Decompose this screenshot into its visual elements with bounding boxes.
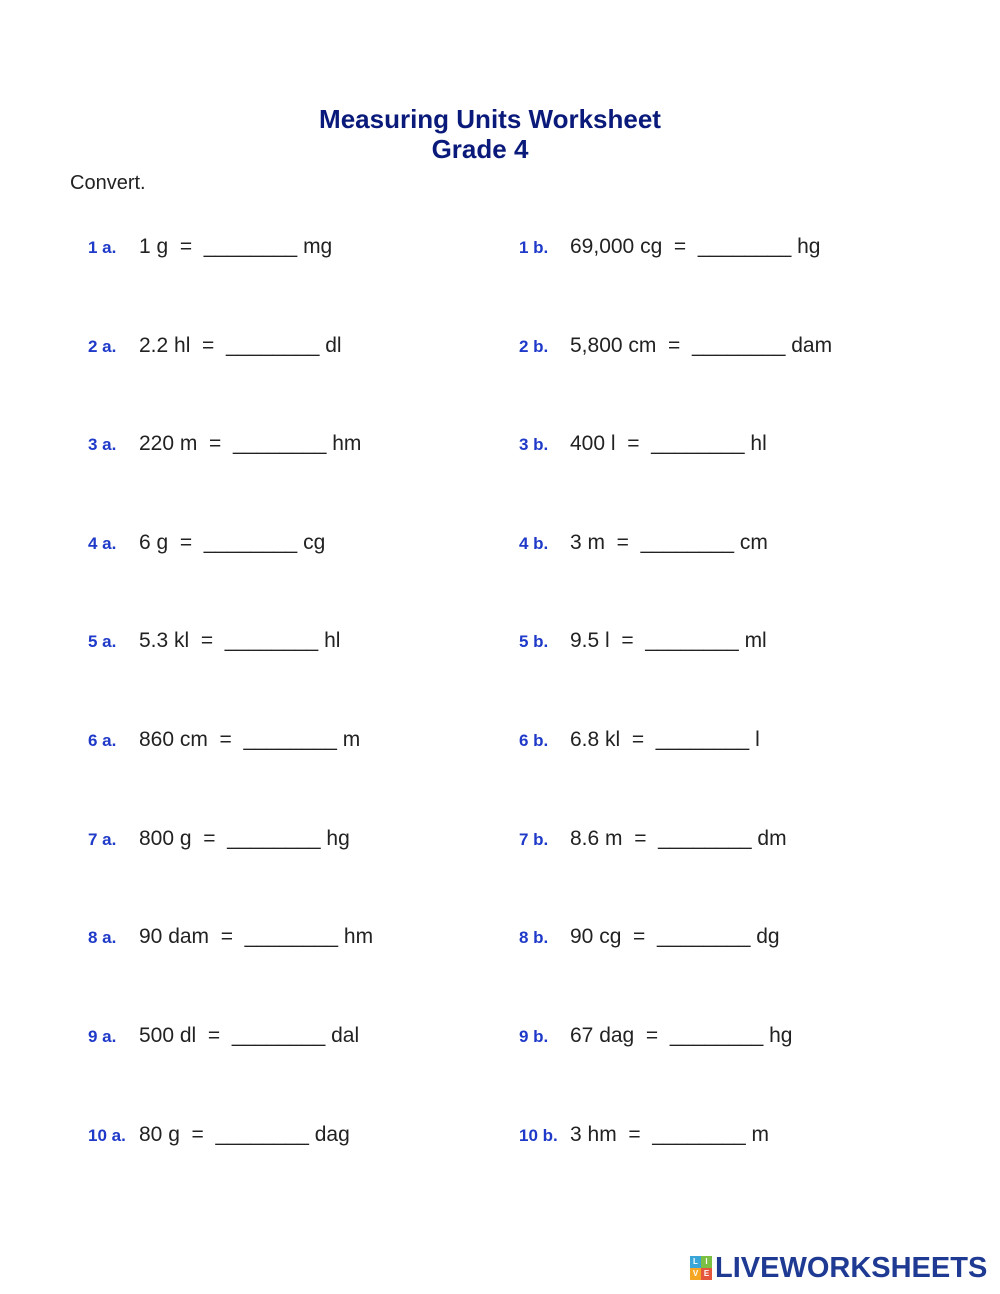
page-subtitle: Grade 4 [431, 134, 529, 164]
problem-expression: 860 cm = ________ m [139, 728, 361, 751]
problem-8a [88, 922, 374, 952]
problem-expression: 1 g = ________ mg [139, 235, 333, 258]
problem-label: 8 b. [519, 928, 549, 947]
problem-expression: 9.5 l = ________ ml [570, 629, 767, 652]
instruction-text: Convert. [70, 172, 146, 194]
problem-expression: 800 g = ________ hg [139, 827, 350, 850]
problem-label: 7 a. [88, 830, 117, 849]
problem-expression: 80 g = ________ dag [139, 1123, 350, 1146]
problem-expression: 8.6 m = ________ dm [570, 827, 787, 850]
problem-9b [519, 1021, 793, 1051]
problem-label: 4 b. [519, 534, 549, 553]
problem-3b [519, 429, 767, 459]
problem-label: 10 b. [519, 1126, 558, 1145]
logo-mark-letter: E [701, 1268, 712, 1280]
problem-label: 5 b. [519, 632, 549, 651]
problem-label: 9 b. [519, 1027, 549, 1046]
problem-10b [519, 1120, 770, 1150]
problem-10a [88, 1120, 350, 1150]
problem-label: 9 a. [88, 1027, 117, 1046]
problem-7a [88, 824, 350, 854]
problem-label: 4 a. [88, 534, 117, 553]
problem-7b [519, 824, 787, 854]
problem-1b [519, 232, 821, 262]
logo-mark-letter: I [701, 1256, 712, 1268]
problem-expression: 67 dag = ________ hg [570, 1024, 793, 1047]
problem-5a [88, 626, 341, 656]
problem-label: 3 b. [519, 435, 549, 454]
problem-label: 1 a. [88, 238, 117, 257]
problem-8b [519, 922, 780, 952]
problem-6a [88, 725, 361, 755]
problem-5b [519, 626, 767, 656]
problem-expression: 3 m = ________ cm [570, 531, 768, 554]
problem-label: 10 a. [88, 1126, 126, 1145]
problem-label: 3 a. [88, 435, 117, 454]
problem-expression: 90 cg = ________ dg [570, 925, 780, 948]
problem-4a [88, 528, 326, 558]
problem-label: 2 a. [88, 337, 117, 356]
problem-label: 5 a. [88, 632, 117, 651]
page-title: Measuring Units Worksheet [319, 104, 661, 134]
problem-9a [88, 1021, 360, 1051]
problem-label: 1 b. [519, 238, 549, 257]
problem-label: 2 b. [519, 337, 549, 356]
problem-expression: 6.8 kl = ________ l [570, 728, 760, 751]
problem-4b [519, 528, 768, 558]
problem-2b [519, 331, 833, 361]
logo-mark-letter: L [690, 1256, 701, 1268]
problem-expression: 5,800 cm = ________ dam [570, 334, 833, 357]
logo-mark-letter: V [690, 1268, 701, 1280]
liveworksheets-logo[interactable] [690, 1251, 987, 1285]
problem-label: 7 b. [519, 830, 549, 849]
problem-6b [519, 725, 760, 755]
problem-1a [88, 232, 333, 262]
problem-expression: 400 l = ________ hl [570, 432, 767, 455]
problem-expression: 69,000 cg = ________ hg [570, 235, 821, 258]
problem-3a [88, 429, 362, 459]
problem-2a [88, 331, 342, 361]
problem-label: 8 a. [88, 928, 117, 947]
problem-label: 6 b. [519, 731, 549, 750]
problem-expression: 3 hm = ________ m [570, 1123, 770, 1146]
problem-expression: 2.2 hl = ________ dl [139, 334, 342, 357]
logo-mark-icon [690, 1256, 712, 1280]
problem-expression: 6 g = ________ cg [139, 531, 326, 554]
problem-label: 6 a. [88, 731, 117, 750]
problem-expression: 90 dam = ________ hm [139, 925, 374, 948]
problem-expression: 500 dl = ________ dal [139, 1024, 360, 1047]
logo-text: LIVEWORKSHEETS [715, 1252, 988, 1284]
problem-expression: 220 m = ________ hm [139, 432, 362, 455]
problem-expression: 5.3 kl = ________ hl [139, 629, 341, 652]
